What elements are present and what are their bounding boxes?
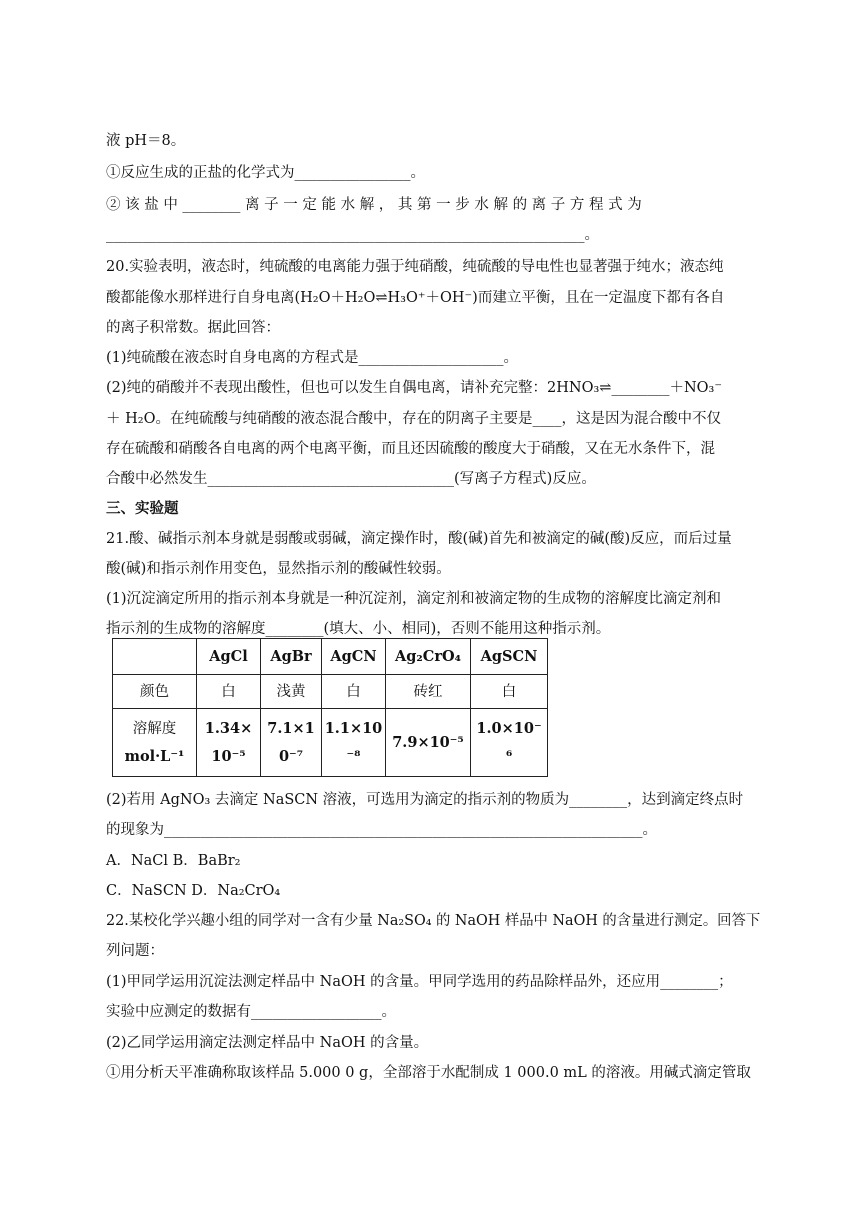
question-20-line: 20.实验表明，液态时，纯硫酸的电离能力强于纯硝酸，纯硫酸的导电性也显著强于纯水；液态纯 [106, 259, 724, 275]
table-row [113, 709, 548, 777]
table-header-cell: Ag₂CrO₄ [386, 639, 471, 675]
text-line: ①反应生成的正盐的化学式为________________。 [106, 165, 425, 181]
text-line: 指示剂的生成物的溶解度________(填大、小、相同)，否则不能用这种指示剂。 [106, 621, 611, 637]
text-line: 列问题： [106, 943, 164, 959]
cell-text: 1.34× [204, 719, 253, 737]
option-line: A．NaCl B．BaBr₂ [106, 853, 241, 869]
text-line: (1)纯硫酸在液态时自身电离的方程式是____________________。 [106, 350, 519, 366]
cell-text: 7.1×1 [267, 719, 315, 737]
table-cell [386, 709, 471, 777]
table-cell: 颜色 [113, 675, 197, 709]
cell-text: 0⁻⁷ [278, 747, 304, 765]
text-line: __________________________________________________________________。 [106, 227, 599, 243]
text-line: 实验中应测定的数据有__________________。 [106, 1004, 396, 1020]
text-line: 酸都能像水那样进行自身电离(H₂O＋H₂O⇌H₃O⁺＋OH⁻)而建立平衡，且在一定温度下都有各自 [106, 290, 725, 306]
text-line: ② 该 盐 中 ________ 离 子 一 定 能 水 解 ， 其 第 一 步 水 解 的 离 子 方 程 式 为 [106, 197, 642, 213]
cell-text: ⁶ [505, 747, 513, 765]
cell-text: ⁻⁸ [346, 747, 361, 765]
cell-text: 10⁻⁵ [211, 747, 246, 765]
text-line: 的现象为__________________________________________________________________。 [106, 822, 657, 838]
table-cell [322, 709, 386, 777]
text-line: 酸(碱)和指示剂作用变色，显然指示剂的酸碱性较弱。 [106, 561, 451, 577]
table-header-cell: AgBr [261, 639, 322, 675]
table-header-cell: AgCl [197, 639, 261, 675]
cell-text: 溶解度 [132, 720, 177, 737]
table-cell: 砖红 [386, 675, 471, 709]
section-heading: 三、实验题 [106, 501, 179, 517]
cell-text: 1.0×10⁻ [476, 719, 542, 737]
table-cell [197, 709, 261, 777]
table-header-row [113, 639, 548, 675]
text-line: 的离子积常数。据此回答： [106, 320, 280, 336]
question-21-line: 21.酸、碱指示剂本身就是弱酸或弱碱，滴定操作时，酸(碱)首先和被滴定的碱(酸)反应，而后过量 [106, 531, 732, 547]
cell-text: mol·L⁻¹ [124, 747, 185, 765]
table-header-cell: AgSCN [471, 639, 548, 675]
table-cell [471, 709, 548, 777]
text-line: 存在硫酸和硝酸各自电离的两个电离平衡，而且还因硫酸的酸度大于硝酸，又在无水条件下，混 [106, 441, 715, 457]
question-22-line: 22.某校化学兴趣小组的同学对一含有少量 Na₂SO₄ 的 NaOH 样品中 NaOH 的含量进行测定。回答下 [106, 913, 761, 929]
solubility-table [112, 638, 548, 777]
text-line: (2)纯的硝酸并不表现出酸性，但也可以发生自偶电离，请补充完整：2HNO₃⇌________＋NO₃⁻ [106, 380, 722, 396]
text-line: 合酸中必然发生__________________________________(写离子方程式)反应。 [106, 471, 596, 487]
text-line: (1)沉淀滴定所用的指示剂本身就是一种沉淀剂，滴定剂和被滴定物的生成物的溶解度比滴定剂和 [106, 591, 722, 607]
table-cell: 白 [197, 675, 261, 709]
text-line: (1)甲同学运用沉淀法测定样品中 NaOH 的含量。甲同学选用的药品除样品外，还应用________； [106, 974, 733, 990]
table-header-cell: AgCN [322, 639, 386, 675]
text-line: (2)若用 AgNO₃ 去滴定 NaSCN 溶液，可选用为滴定的指示剂的物质为________，达到滴定终点时 [106, 792, 744, 808]
text-line: 液 pH＝8。 [106, 133, 186, 149]
table-cell: 白 [471, 675, 548, 709]
text-line: ＋ H₂O。在纯硫酸与纯硝酸的液态混合酸中，存在的阴离子主要是____，这是因为混合酸中不仅 [106, 411, 721, 427]
text-line: ①用分析天平准确称取该样品 5.000 0 g，全部溶于水配制成 1 000.0 mL 的溶液。用碱式滴定管取 [106, 1065, 751, 1081]
table-row [113, 675, 548, 709]
cell-text: 7.9×10⁻⁵ [392, 733, 464, 751]
cell-text: 1.1×10 [324, 719, 383, 737]
table-cell [261, 709, 322, 777]
table-cell: 白 [322, 675, 386, 709]
table-cell [113, 709, 197, 777]
text-line: (2)乙同学运用滴定法测定样品中 NaOH 的含量。 [106, 1035, 429, 1051]
table-cell [113, 639, 197, 675]
table-cell: 浅黄 [261, 675, 322, 709]
option-line: C．NaSCN D．Na₂CrO₄ [106, 883, 281, 899]
